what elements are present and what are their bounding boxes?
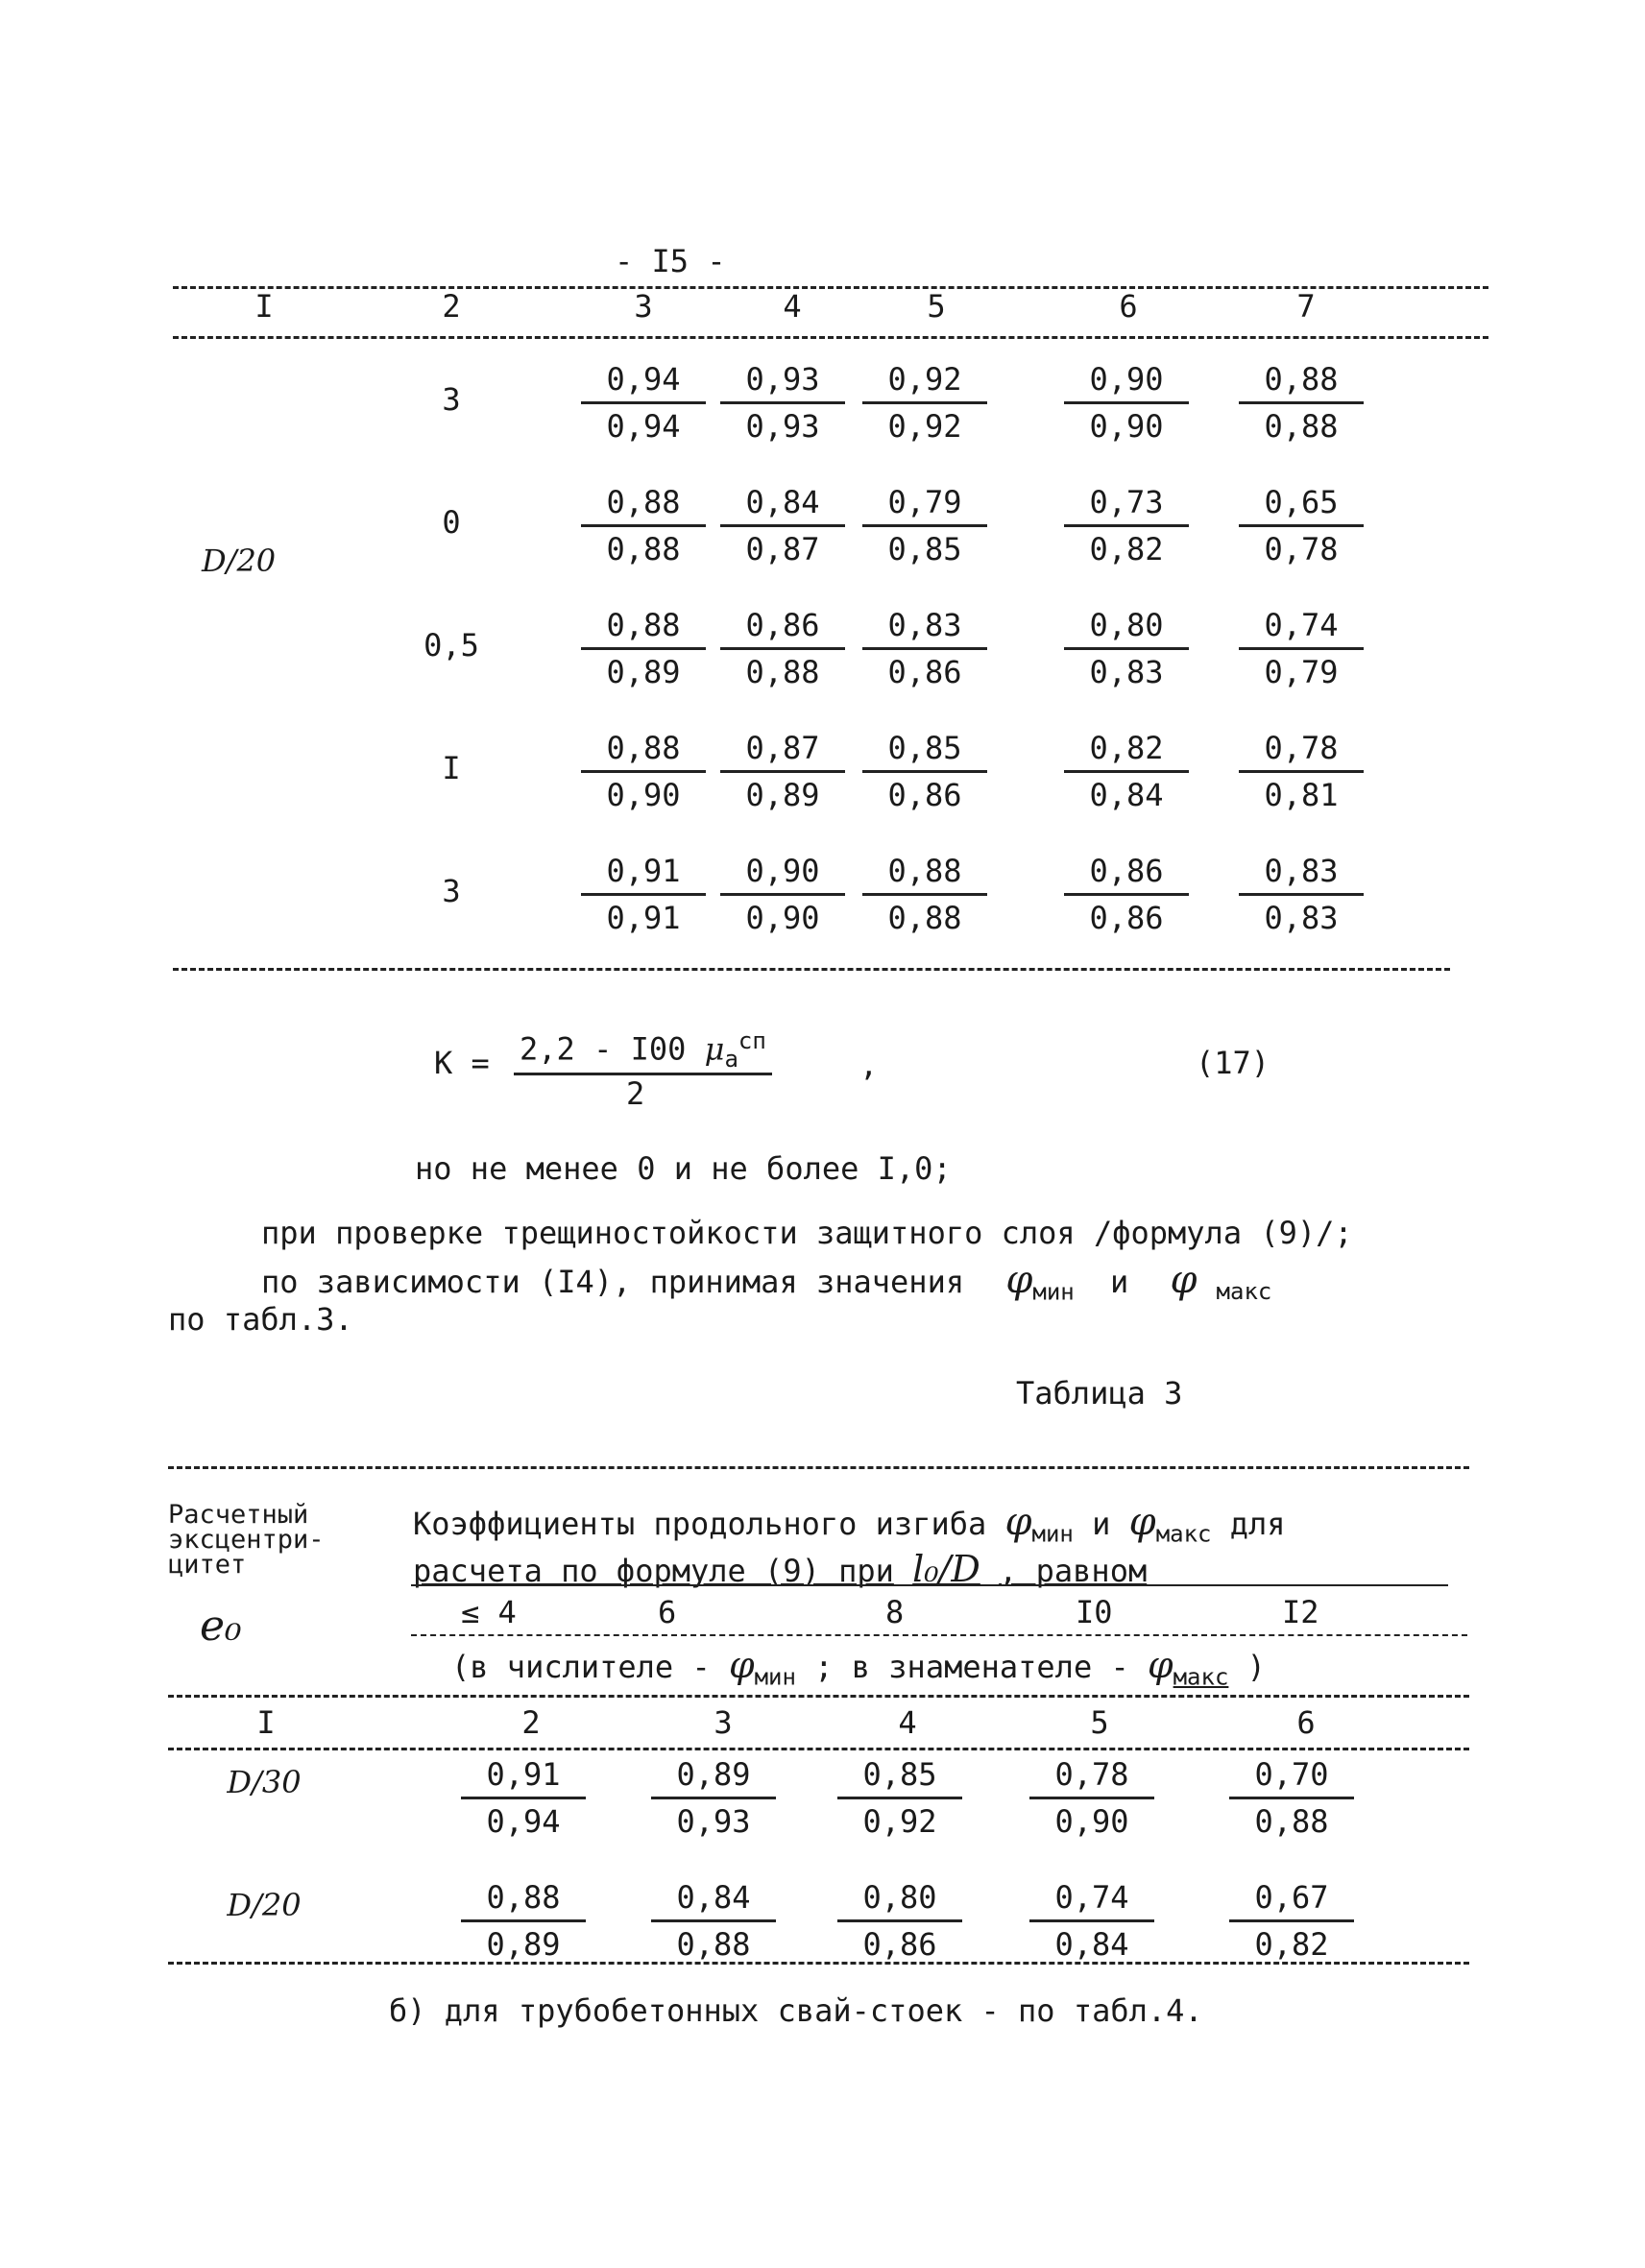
header-cell: 6 [1119,288,1138,325]
denominator-value: 0,85 [887,531,962,567]
header-cell: 2 [521,1704,541,1741]
fraction-cell [1054,357,1198,448]
formula-lhs: K = [434,1045,490,1081]
formula-number: (17) [1196,1045,1270,1081]
denominator-value: 0,90 [745,900,820,936]
numerator-value: 0,88 [581,480,706,527]
phi-symbol: φ [1148,1644,1173,1686]
formula-comma: , [859,1047,879,1083]
fraction-cell [1054,480,1198,571]
fraction-cell [641,1875,786,1966]
numerator-value: 0,83 [862,603,987,650]
fraction-cell [1020,1875,1164,1966]
denominator-value: 0,90 [1054,1803,1129,1840]
numerator-value: 0,74 [1239,603,1364,650]
fraction-cell [571,849,715,940]
numerator-value: 0,89 [651,1752,776,1799]
note-text: (в числителе - [451,1649,711,1685]
numerator-value: 0,70 [1229,1752,1354,1799]
table-rule [168,1748,1469,1750]
fraction-cell [1220,1752,1364,1844]
denominator-value: 0,82 [1089,531,1164,567]
denominator-value: 0,89 [745,777,820,813]
row-label: 3 [442,381,461,418]
ratio-cell: 6 [658,1594,677,1630]
footer-line: б) для трубобетонных свай-стоек - по табл.4. [389,1992,1203,2029]
header-cell: 5 [1090,1704,1109,1741]
numerator-value: 0,92 [862,357,987,404]
denominator-value: 0,93 [676,1803,751,1840]
header-cell: 3 [714,1704,733,1741]
phi-min-sub: мин [754,1663,796,1691]
denominator-value: 0,83 [1089,654,1164,690]
header-cell: I [254,288,274,325]
column-1-header-line: эксцентри- [168,1525,325,1555]
numerator-value: 0,85 [862,726,987,773]
fraction-cell [571,480,715,571]
row-label: I [442,750,461,786]
note-text: ) [1246,1649,1266,1685]
numerator-value: 0,94 [581,357,706,404]
fraction-cell [711,726,855,817]
fraction-cell [1229,849,1373,940]
phi-symbol: φ [1005,1258,1033,1302]
numerator-value: 0,73 [1064,480,1189,527]
fraction-cell [1229,603,1373,694]
denominator-value: 0,84 [1054,1926,1129,1963]
row-label: D/20 [227,1887,302,1923]
denominator-value: 0,88 [606,531,681,567]
numerator-note [451,1644,1266,1690]
fraction-cell [711,480,855,571]
phi-symbol: φ [728,1644,755,1686]
text-line-2: при проверке трещиностойкости защитного слоя /формула (9)/; [261,1215,1353,1251]
denominator-value: 0,92 [862,1803,937,1840]
numerator-value: 0,82 [1064,726,1189,773]
numerator-value: 0,80 [837,1875,962,1922]
phi-symbol: φ [1004,1500,1032,1544]
fraction-cell [641,1752,786,1844]
phi-max-sub: макс [1173,1663,1229,1691]
denominator-value: 0,88 [676,1926,751,1963]
fraction-cell [828,1752,972,1844]
numerator-value: 0,84 [720,480,845,527]
header-cell: 7 [1296,288,1316,325]
numerator-value: 0,87 [720,726,845,773]
header-cell: 4 [783,288,802,325]
header-cell: 5 [927,288,946,325]
denominator-value: 0,89 [486,1926,561,1963]
note-text: ; в знаменателе - [814,1649,1129,1685]
denominator-value: 0,93 [745,408,820,445]
denominator-value: 0,88 [745,654,820,690]
denominator-value: 0,83 [1264,900,1339,936]
and-word: и [1092,1506,1111,1542]
denominator-value: 0,81 [1264,777,1339,813]
ratio-cell: I0 [1076,1594,1113,1630]
row-label: D/30 [227,1764,302,1800]
text-line-4: по табл.3. [168,1301,353,1338]
numerator-value: 0,91 [581,849,706,896]
fraction-cell [828,1875,972,1966]
fraction-cell [1229,726,1373,817]
fraction-cell [1229,357,1373,448]
table-rule [168,1466,1469,1469]
table-rule [168,1695,1469,1698]
fraction-cell [451,1752,595,1844]
l0-over-d: l₀/D [912,1548,980,1590]
formula-sub: a [724,1046,738,1074]
fraction-cell [711,603,855,694]
numerator-value: 0,65 [1239,480,1364,527]
formula-denominator: 2 [626,1075,645,1112]
denominator-value: 0,88 [1254,1803,1329,1840]
formula-numerator [514,1027,772,1075]
and-word: и [1110,1264,1129,1300]
row-label: 0,5 [423,627,479,664]
fraction-cell [853,849,997,940]
numerator-value: 0,88 [581,726,706,773]
denominator-value: 0,92 [887,408,962,445]
head-rule [411,1584,1448,1586]
mu-symbol: μ [704,1030,725,1068]
fraction-cell [571,726,715,817]
numerator-value: 0,88 [581,603,706,650]
formula-sup: cп [738,1027,766,1054]
denominator-value: 0,78 [1264,531,1339,567]
denominator-value: 0,89 [606,654,681,690]
denominator-value: 0,87 [745,531,820,567]
numerator-value: 0,86 [1064,849,1189,896]
fraction-cell [853,603,997,694]
denominator-value: 0,79 [1264,654,1339,690]
numerator-value: 0,79 [862,480,987,527]
table-3-head-line-1 [413,1500,1286,1547]
head-rule [411,1634,1467,1636]
head-text: расчета по формуле (9) при [413,1553,894,1589]
header-cell: 6 [1296,1704,1316,1741]
numerator-value: 0,78 [1029,1752,1154,1799]
numerator-value: 0,78 [1239,726,1364,773]
denominator-value: 0,90 [606,777,681,813]
text-line-3 [261,1258,1271,1305]
numerator-value: 0,90 [1064,357,1189,404]
denominator-value: 0,94 [486,1803,561,1840]
numerator-value: 0,85 [837,1752,962,1799]
fraction-cell [1054,603,1198,694]
numerator-value: 0,88 [1239,357,1364,404]
denominator-value: 0,86 [887,777,962,813]
ratio-cell: 8 [885,1594,905,1630]
fraction-cell [1220,1875,1364,1966]
denominator-value: 0,94 [606,408,681,445]
fraction-cell [571,357,715,448]
denominator-value: 0,88 [887,900,962,936]
table-rule [173,336,1488,339]
denominator-value: 0,88 [1264,408,1339,445]
text-line-3a: по зависимости (I4), принимая значения [261,1264,965,1300]
row-label: 0 [442,504,461,541]
fraction-cell [571,603,715,694]
denominator-value: 0,84 [1089,777,1164,813]
numerator-value: 0,84 [651,1875,776,1922]
header-cell: I [256,1704,276,1741]
fraction-cell [451,1875,595,1966]
head-text: Коэффициенты продольного изгиба [413,1506,987,1542]
ratio-cell: I2 [1282,1594,1319,1630]
ratio-cell: ≤ 4 [461,1594,517,1630]
table-rule [168,1962,1469,1965]
e0-symbol: e₀ [200,1602,242,1651]
header-cell: 4 [898,1704,917,1741]
numerator-value: 0,80 [1064,603,1189,650]
group-label: D/20 [202,543,277,579]
header-cell: 2 [442,288,461,325]
table-3-title: Таблица 3 [1016,1375,1183,1411]
phi-max-sub: макс [1155,1520,1212,1548]
text-line-1: но не менее 0 и не более I,0; [415,1150,952,1187]
column-1-header-line: Расчетный [168,1500,309,1530]
phi-max-sub: макс [1216,1278,1272,1306]
numerator-value: 0,93 [720,357,845,404]
fraction-cell [1054,726,1198,817]
fraction-cell [853,357,997,448]
fraction-cell [711,357,855,448]
fraction-cell [1229,480,1373,571]
denominator-value: 0,90 [1089,408,1164,445]
denominator-value: 0,91 [606,900,681,936]
numerator-value: 0,74 [1029,1875,1154,1922]
fraction-cell [1054,849,1198,940]
numerator-value: 0,91 [461,1752,586,1799]
fraction-cell [853,480,997,571]
denominator-value: 0,86 [887,654,962,690]
phi-symbol: φ [1170,1258,1197,1302]
numerator-value: 0,86 [720,603,845,650]
numerator-value: 0,67 [1229,1875,1354,1922]
fraction-cell [711,849,855,940]
column-1-header-line: цитет [168,1550,247,1580]
phi-min-sub: мин [1032,1278,1075,1306]
equal-word: , равном [999,1553,1148,1589]
denominator-value: 0,86 [862,1926,937,1963]
column-1-header [168,1500,325,1580]
phi-min-sub: мин [1031,1520,1074,1548]
denominator-value: 0,86 [1089,900,1164,936]
fraction-cell [1020,1752,1164,1844]
numerator-value: 0,90 [720,849,845,896]
numerator-value: 0,88 [461,1875,586,1922]
for-word: для [1229,1506,1286,1542]
numerator-value: 0,83 [1239,849,1364,896]
phi-symbol: φ [1128,1500,1156,1544]
fraction-cell [853,726,997,817]
table-rule [173,968,1450,971]
header-cell: 3 [634,288,653,325]
row-label: 3 [442,873,461,909]
page-number: - I5 - [615,243,726,279]
denominator-value: 0,82 [1254,1926,1329,1963]
numerator-value: 0,88 [862,849,987,896]
formula-numerator-a: 2,2 - I00 [520,1030,687,1068]
